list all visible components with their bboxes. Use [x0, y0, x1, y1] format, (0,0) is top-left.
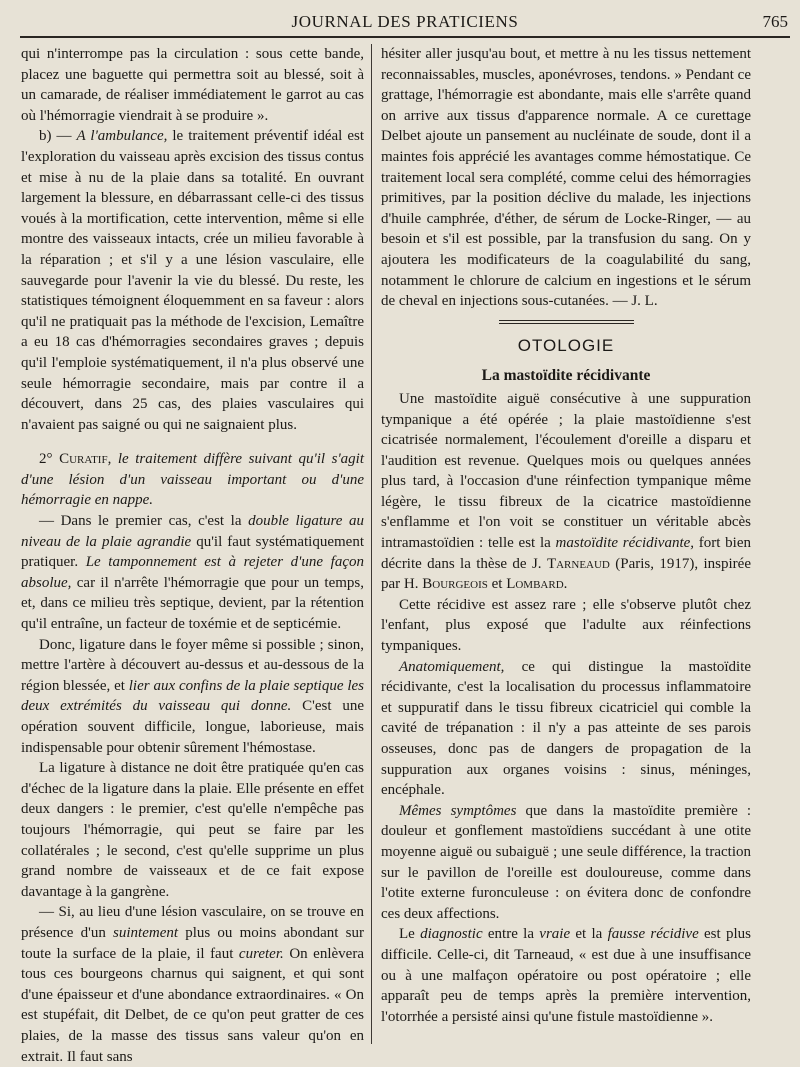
article-title: La mastoïdite récidivante [481, 367, 651, 385]
paragraph: hésiter aller jusqu'au bout, et mettre à nu les tissus nettement reconnaissables, muscles, aponévroses, tendons. » Pendant ce grattage, l'hémorragie est abondante, mais elle s'arrête quand on arrive aux tissus d'apparence normale. A ce curettage Delbet ajoute un pansement au nucléinate de soude, dont il a maintes fois apprécié les avantages comme hémostatique. Ce traitement local sera complété, comme celui des hémorragies primitives, par la position déclive du malade, les injections d'huile camphrée, d'éther, de sérum de Locke-Ringer, — au besoin et s'il est possible, par la transfusion du sang. On y ajoutera les modificateurs de la coagulabilité du sang, notamment le chlorure de calcium en ingestions et le sérum de cheval en injections sous-cutanées. — J. L. [381, 46, 751, 310]
paragraph: Cette récidive est assez rare ; elle s'observe plutôt chez l'enfant, plus exposé que l'adulte aux réinfections tympaniques. [381, 596, 751, 655]
paragraph: Donc, ligature dans le foyer même si possible ; sinon, mettre l'artère à découvert au-dessus et au-dessous de la région blessée, et lier aux confins de la plaie septique les deux extrémités du vaisseau qui donne. C'est une opération souvent difficile, longue, laborieuse, mais indispensable pour obtenir sûrement l'hémostase. [21, 636, 364, 756]
page-header [20, 8, 790, 38]
paragraph: — Dans le premier cas, c'est la double ligature au niveau de la plaie agrandie qu'il faut systématiquement pratiquer. Le tamponnement est à rejeter d'une façon absolue, car il n'arrête l'hémorragie que pour un temps, et, dans ce milieu très septique, devient, par la rétention qu'il entraîne, un facteur de toxémie et de septicémie. [21, 513, 364, 633]
section-title: OTOLOGIE [517, 335, 615, 355]
page-number: 765 [762, 12, 788, 31]
paragraph: Le diagnostic entre la vraie et la fausse récidive est plus difficile. Celle-ci, dit Tarneaud, « est due à une insuffisance ou à une malfaçon opératoire ou post opératoire ; elle apparaît peu de temps après la première intervention, l'otorrhée a persisté ainsi qu'une fistule mastoïdienne ». [381, 926, 751, 1025]
paragraph: qui n'interrompe pas la circulation : sous cette bande, placez une baguette qui permettra soit au blessé, soit à un camarade, de réaliser immédiatement le garrot au cas où l'hémorragie viendrait à se produire ». [21, 46, 364, 124]
paragraph: — Si, au lieu d'une lésion vasculaire, on se trouve en présence d'un suintement plus ou moins abondant sur toute la surface de la plaie, il faut cureter. On enlèvera tous ces bourgeons charnus qui saignent, et qui sont d'une épaisseur et d'une abondance extraordinaires. « On est stupéfait, dit Delbet, de ce qu'on peut gratter de ces plaies, de la masse des tissus sans valeur qu'on en extrait. Il faut sans [21, 904, 364, 1065]
left-column [21, 44, 364, 1065]
column-divider [371, 44, 372, 1044]
section-rule [499, 320, 634, 324]
paragraph: Anatomiquement, ce qui distingue la mastoïdite récidivante, c'est la localisation du processus inflammatoire et suppuratif dans le tissu fibreux cicatriciel qui comble la cavité de trépanation : il n'y a pas atteinte de ses parois osseuses, donc pas de dangers de propagation de la suppuration aux organes voisins : sinus, méninges, encéphale. [381, 658, 751, 799]
right-column [381, 44, 751, 1044]
journal-title: JOURNAL DES PRATICIENS [291, 12, 519, 31]
paragraph: Mêmes symptômes que dans la mastoïdite première : douleur et gonflement mastoïdiens succédant à une otite moyenne aiguë ou subaiguë ; une seule différence, la traction sur le pavillon de l'oreille est douloureuse, comme dans l'otite externe furonculeuse : on évitera donc de confondre ces deux affections. [381, 802, 751, 922]
paragraph: Une mastoïdite aiguë consécutive à une suppuration tympanique a été opérée ; la plaie mastoïdienne s'est cicatrisée normalement, l'écoulement d'oreille a disparu et l'audition est revenue. Quelques mois ou quelques années plus tard, à l'occasion d'une réinfection tympanique même légère, le tissu fibreux de la cicatrice mastoïdienne s'enflamme et l'on voit se constituer un véritable abcès intramastoïdien : telle est la mastoïdite récidivante, fort bien décrite dans la thèse de J. Tarneaud (Paris, 1917), inspirée par H. Bourgeois et Lombard. [381, 390, 751, 593]
paragraph: La ligature à distance ne doit être pratiquée qu'en cas d'échec de la ligature dans la plaie. Elle présente en effet deux dangers : le premier, c'est qu'elle n'empêche pas toujours l'hémorragie, qui peut se faire par les collatérales ; le second, c'est qu'elle supprime un plus grand nombre de vaisseaux et de ce fait expose davantage à la gangrène. [21, 760, 364, 900]
paragraph: 2° Curatif, le traitement diffère suivant qu'il s'agit d'une lésion d'un vaisseau important ou d'une hémorragie en nappe. [21, 451, 364, 509]
paragraph: b) — A l'ambulance, le traitement préventif idéal est l'exploration du vaisseau après excision des tissus contus et mise à nu de la plaie dans sa totalité. En ouvrant largement la blessure, en débarrassant celle-ci des tissus voués à la mortification, cette intervention, même si elle montre des vaisseaux intacts, crée un milieu favorable à la réparation ; et s'il y a une lésion vasculaire, elle sauvegarde pour l'avenir la vie du blessé. Du reste, les statistiques témoignent éloquemment en sa faveur : alors qu'il ne pratiquait pas la méthode de l'excision, Lemaître a eu 18 cas d'hémorragies secondaires graves ; depuis qu'il l'emploie systématiquement, il n'a plus observé une seule hémorragie secondaire, mais par contre il a découvert, dans 25 cas, des plaies vasculaires qui n'avaient pas saigné ou qui ne saignaient plus. [21, 128, 364, 433]
